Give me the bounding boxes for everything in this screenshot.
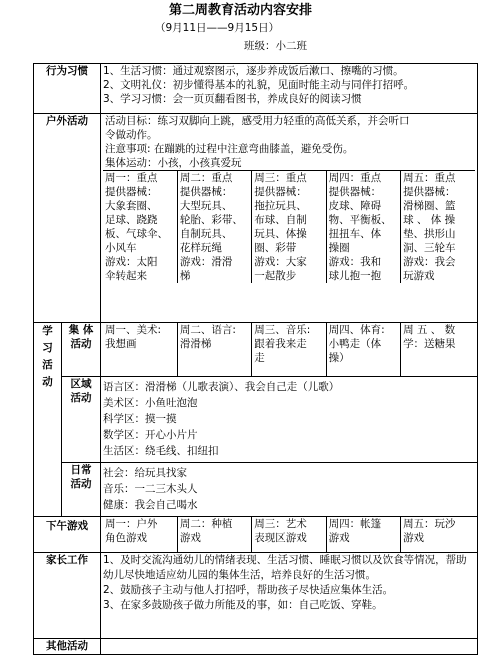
daily-label <box>62 463 101 517</box>
day-line: 周四：帐篷 <box>328 518 382 530</box>
day-line: 操） <box>328 352 350 364</box>
collective-label <box>62 323 101 377</box>
parent-item: 1、及时交流沟通幼儿的情绪表现、生活习惯、睡眠习惯以及饮食等情况，帮助幼儿尽快地适应幼儿园的集体生活，培养良好的生活习惯。 <box>103 554 467 581</box>
page-title: 第二周教育活动内容安排 <box>168 3 312 18</box>
outdoor-label: 户外活动 <box>34 114 101 323</box>
day-line: 小鸭走（体 <box>328 338 382 350</box>
collective-content <box>101 323 478 377</box>
day-line: 一起散步 <box>254 270 297 282</box>
day-line: 物、平衡板、 <box>328 214 392 226</box>
other-content <box>101 639 478 655</box>
study-label-char: 习 <box>42 342 53 354</box>
day-line: 周一：重点 <box>105 172 158 184</box>
day-line: 小风车 <box>105 242 137 254</box>
collective-row <box>34 323 478 377</box>
day-line: 游戏：大家 <box>254 256 307 268</box>
daily-content <box>101 463 478 517</box>
area-item: 语言区：滑滑梯（儿歌表演）、我会自己走（儿歌） <box>103 381 340 393</box>
day-line: 游戏：我会 <box>403 256 456 268</box>
parents-row <box>34 553 478 639</box>
afternoon-row <box>34 517 478 553</box>
other-label: 其他活动 <box>34 639 101 655</box>
day-line: 周五：玩沙 <box>403 518 456 530</box>
day-line: 周 五 、 数 <box>403 324 456 336</box>
day-line: 提供器械： <box>403 186 456 198</box>
day-line: 周三、音乐: <box>254 324 311 336</box>
outdoor-row <box>34 114 478 323</box>
outdoor-content <box>101 114 478 323</box>
day-line: 我想画 <box>105 338 137 350</box>
day-line: 游戏：我和 <box>328 256 382 268</box>
collective-label-line: 活动 <box>70 338 92 350</box>
day-line: 周一：户外 <box>105 518 158 530</box>
day-line: 滑梯圈、篮 <box>403 200 456 212</box>
day-line: 玩游戏 <box>403 270 435 282</box>
habits-row <box>34 64 478 114</box>
habits-content <box>101 64 478 114</box>
other-row <box>34 639 478 655</box>
afternoon-day-thu <box>326 517 400 552</box>
class-label: 班级：小二班 <box>244 40 307 52</box>
afternoon-days-grid <box>103 517 475 552</box>
day-line: 板、气球伞、 <box>105 228 168 240</box>
outdoor-day-tue <box>177 171 251 284</box>
collective-day-tue <box>177 323 251 376</box>
parent-item: 2、鼓励孩子主动与他人打招呼，帮助孩子尽快适应集体生活。 <box>103 584 394 596</box>
day-line: 学：送糖果 <box>403 338 456 350</box>
day-line: 周二：重点 <box>179 172 233 184</box>
day-line: 跟着我来走 <box>254 338 307 350</box>
collective-day-mon <box>103 323 177 376</box>
day-line: 玩具、体操 <box>254 228 307 240</box>
day-line: 轮胎、彩带、 <box>179 214 243 226</box>
area-item: 美术区：小鱼吐泡泡 <box>103 397 198 409</box>
day-line: 角色游戏 <box>105 532 147 544</box>
schedule-table <box>33 63 478 655</box>
day-line: 大象套圈、 <box>105 200 158 212</box>
afternoon-day-wed <box>252 517 326 552</box>
day-line: 垫、拱形山 <box>403 228 456 240</box>
day-line: 游戏 <box>403 532 425 544</box>
day-line: 周二、语言: <box>179 324 236 336</box>
daily-item: 社会：给玩具找家 <box>103 467 187 479</box>
day-line: 扭扭车、体 <box>328 228 382 240</box>
daily-item: 健康：我会自己喝水 <box>103 499 198 511</box>
day-line: 表现区游戏 <box>254 532 307 544</box>
daily-label-line: 活动 <box>70 478 92 490</box>
day-line: 滑滑梯 <box>179 338 212 350</box>
day-line: 提供器械： <box>328 186 382 198</box>
day-line: 提供器械： <box>179 186 233 198</box>
collective-day-fri <box>401 323 475 376</box>
day-line: 提供器械： <box>254 186 307 198</box>
outdoor-day-mon <box>103 171 177 284</box>
outdoor-day-wed <box>252 171 326 284</box>
day-line: 周四：重点 <box>328 172 382 184</box>
daily-label-line: 日常 <box>70 464 92 476</box>
outdoor-goal-line: 令做动作。 <box>105 129 158 141</box>
day-line: 洞、三轮车 <box>403 242 456 254</box>
habit-item: 3、学习习惯：会一页页翻看图书，养成良好的阅读习惯 <box>103 93 362 105</box>
day-line: 球 、 体 操 <box>403 214 456 226</box>
day-line: 周二：种植 <box>179 518 233 530</box>
day-line: 花样玩绳 <box>179 242 222 254</box>
day-line: 操圈 <box>328 242 350 254</box>
area-label-line: 活动 <box>70 392 92 404</box>
day-line: 球儿抱一抱 <box>328 270 382 282</box>
habit-item: 1、生活习惯：通过观察图示，逐步养成饭后漱口、擦嘴的习惯。 <box>103 65 404 77</box>
parent-item: 3、在家多鼓励孩子做力所能及的事，如：自己吃饭、穿鞋。 <box>103 599 383 611</box>
study-label-char: 动 <box>42 376 53 388</box>
outdoor-day-thu <box>326 171 400 284</box>
collective-day-thu <box>326 323 400 376</box>
day-line: 走 <box>254 352 265 364</box>
outdoor-days-grid <box>103 170 475 283</box>
day-line: 游戏 <box>179 532 201 544</box>
date-range: （9月11日——9月15日） <box>155 22 280 34</box>
day-line: 足球、跷跷 <box>105 214 158 226</box>
day-line: 周一、美术: <box>105 324 162 336</box>
afternoon-label: 下午游戏 <box>34 517 101 553</box>
area-item: 数学区：开心小片片 <box>103 429 198 441</box>
day-line: 游戏 <box>328 532 350 544</box>
afternoon-content <box>101 517 478 553</box>
day-line: 周四、体育: <box>328 324 385 336</box>
area-row <box>34 377 478 463</box>
collective-days-grid <box>103 323 475 376</box>
day-line: 大型玩具、 <box>179 200 233 212</box>
outdoor-day-fri <box>401 171 475 284</box>
day-line: 周三：艺术 <box>254 518 307 530</box>
afternoon-day-mon <box>103 517 177 552</box>
day-line: 游戏：滑滑 <box>179 256 233 268</box>
collective-label-line: 集 体 <box>68 324 94 336</box>
collective-day-wed <box>252 323 326 376</box>
outdoor-goal-line: 活动目标：练习双脚向上跳，感受用力轻重的高低关系，并会听口 <box>105 115 410 127</box>
study-label-char: 活 <box>42 359 53 371</box>
day-line: 游戏：太阳 <box>105 256 158 268</box>
day-line: 周三：重点 <box>254 172 307 184</box>
day-line: 自制玩具、 <box>179 228 233 240</box>
area-content <box>101 377 478 463</box>
day-line: 梯 <box>179 270 191 282</box>
habit-item: 2、文明礼仪：初步懂得基本的礼貌，见面时能主动与同伴打招呼。 <box>103 79 415 91</box>
area-item: 科学区：摸一摸 <box>103 413 177 425</box>
day-line: 拖拉玩具、 <box>254 200 307 212</box>
outdoor-group-exercise: 集体运动：小孩，小孩真爱玩 <box>105 157 242 169</box>
afternoon-day-fri <box>401 517 475 552</box>
day-line: 皮球、障碍 <box>328 200 382 212</box>
habits-label: 行为习惯 <box>34 64 101 114</box>
daily-item: 音乐：一二三木头人 <box>103 483 198 495</box>
parents-label: 家长工作 <box>34 553 101 639</box>
daily-row <box>34 463 478 517</box>
day-line: 伞转起来 <box>105 270 147 282</box>
area-item: 生活区：绕毛线、扣纽扣 <box>103 445 219 457</box>
study-label <box>34 323 62 517</box>
area-label <box>62 377 101 463</box>
study-label-char: 学 <box>42 325 53 337</box>
day-line: 提供器械： <box>105 186 158 198</box>
area-label-line: 区域 <box>70 378 92 390</box>
day-line: 周五：重点 <box>403 172 456 184</box>
afternoon-day-tue <box>177 517 251 552</box>
day-line: 布球、自制 <box>254 214 307 226</box>
parents-content <box>101 553 478 639</box>
day-line: 圈、彩带 <box>254 242 297 254</box>
outdoor-note: 注意事项: 在蹦跳的过程中注意弯曲膝盖，避免受伤。 <box>105 143 354 155</box>
